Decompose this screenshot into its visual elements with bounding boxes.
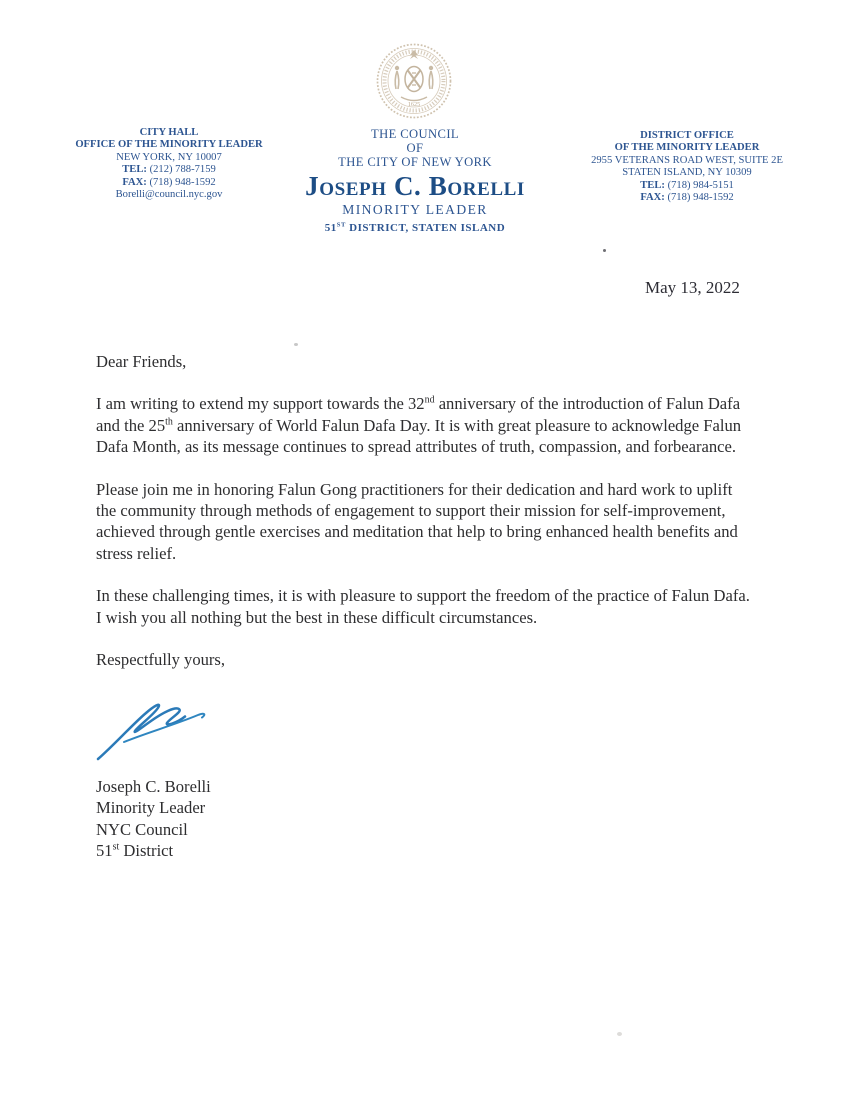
text-segment: OFFICE OF THE MINORITY LEADER (75, 139, 263, 151)
letterhead-line (36, 177, 302, 189)
official-name: Joseph C. Borelli (305, 171, 525, 202)
seal-year: 1625 (407, 101, 421, 108)
scan-speck (617, 1032, 622, 1036)
text-segment: CITY HALL (139, 127, 199, 138)
text-segment: (718) 948-1592 (146, 176, 216, 188)
text-segment: anniversary of the introduction of Falun Dafa and the 25 (96, 394, 741, 435)
letter-body (96, 351, 750, 670)
text-segment: 51 (96, 841, 113, 861)
letter-paragraphs (96, 393, 750, 628)
text-segment: ST (336, 221, 346, 229)
text-segment: NYC Council (96, 819, 188, 839)
text-segment: th (165, 416, 173, 428)
text-segment: Joseph C. Borelli (96, 777, 211, 796)
letter-paragraph (96, 479, 750, 565)
text-segment: In these challenging times, it is with pleasure to support the freedom of the practice of Falun Dafa. I wish you all nothing but the best in these difficult circumstances. (96, 586, 750, 627)
text-segment: Borelli@council.nyc.gov (115, 189, 223, 201)
text-segment: NEW YORK, NY 10007 (116, 151, 222, 163)
text-segment: anniversary of World Falun Dafa Day. It is with great pleasure to acknowledge Falun Dafa Month, as its message continues to spread attributes of truth, compassion, and forbearance. (96, 415, 742, 457)
letterhead-line (548, 180, 826, 192)
letter-paragraph (96, 393, 750, 457)
text-segment: 2955 VETERANS ROAD WEST, SUITE 2E (591, 154, 783, 166)
letterhead-line (36, 164, 302, 176)
scan-speck (294, 343, 298, 346)
text-segment: FAX: (640, 192, 665, 204)
text-segment: District (119, 841, 174, 861)
text-segment: STATEN ISLAND, NY 10309 (622, 167, 752, 179)
text-segment: TEL: (640, 179, 665, 191)
scan-speck (603, 249, 606, 252)
text-segment: 51 (324, 222, 337, 235)
signature-line (96, 840, 211, 861)
text-segment: st (112, 841, 120, 853)
text-segment: FAX: (122, 176, 147, 188)
text-segment: nd (424, 394, 435, 406)
nyc-council-seal-icon (374, 42, 454, 120)
letterhead-line (36, 139, 302, 151)
text-segment: DISTRICT, STATEN ISLAND (345, 222, 506, 235)
council-line-1: THE COUNCIL (371, 127, 459, 141)
letterhead-line (36, 152, 302, 164)
letter-date: May 13, 2022 (645, 278, 740, 297)
text-segment: Minority Leader (96, 798, 206, 818)
signature-line (96, 797, 211, 818)
text-segment: (718) 948-1592 (664, 192, 734, 204)
closing: Respectfully yours, (96, 650, 226, 670)
text-segment: Please join me in honoring Falun Gong practitioners for their dedication and hard work to uplift the community through methods of engagement to support their mission for self-improvement, achieved through gentle exercises and meditation that help to bring enhanced health benefits and stress relief. (96, 479, 738, 563)
letterhead-line (548, 192, 826, 204)
text-segment: TEL: (122, 164, 147, 176)
signature-block (96, 776, 211, 862)
letter-paragraph (96, 585, 750, 628)
letterhead-line (36, 127, 302, 139)
text-segment: (212) 788-7159 (146, 164, 216, 176)
official-title: MINORITY LEADER (342, 202, 488, 218)
council-line-3: THE CITY OF NEW YORK (338, 154, 492, 169)
text-segment: I am writing to extend my support towards the 32 (96, 394, 425, 414)
letterhead-line (36, 189, 302, 201)
signature-line (96, 776, 211, 797)
handwritten-signature-icon (94, 697, 216, 765)
letterhead-center (288, 128, 542, 234)
text-segment: (718) 984-5151 (664, 179, 734, 191)
text-segment: DISTRICT OFFICE (640, 130, 734, 141)
letterhead-line (548, 142, 826, 154)
seal-eagle-icon (410, 50, 418, 59)
letterhead-line (548, 130, 826, 142)
signature-line (96, 819, 211, 840)
letterhead-line (548, 167, 826, 179)
salutation: Dear Friends, (96, 352, 187, 371)
official-district (288, 222, 542, 234)
letterhead-line (548, 155, 826, 167)
letterhead-district-office (548, 130, 826, 204)
letterhead-city-hall-office (36, 127, 302, 201)
council-line-2: OF (406, 140, 424, 155)
text-segment: OF THE MINORITY LEADER (614, 142, 760, 154)
